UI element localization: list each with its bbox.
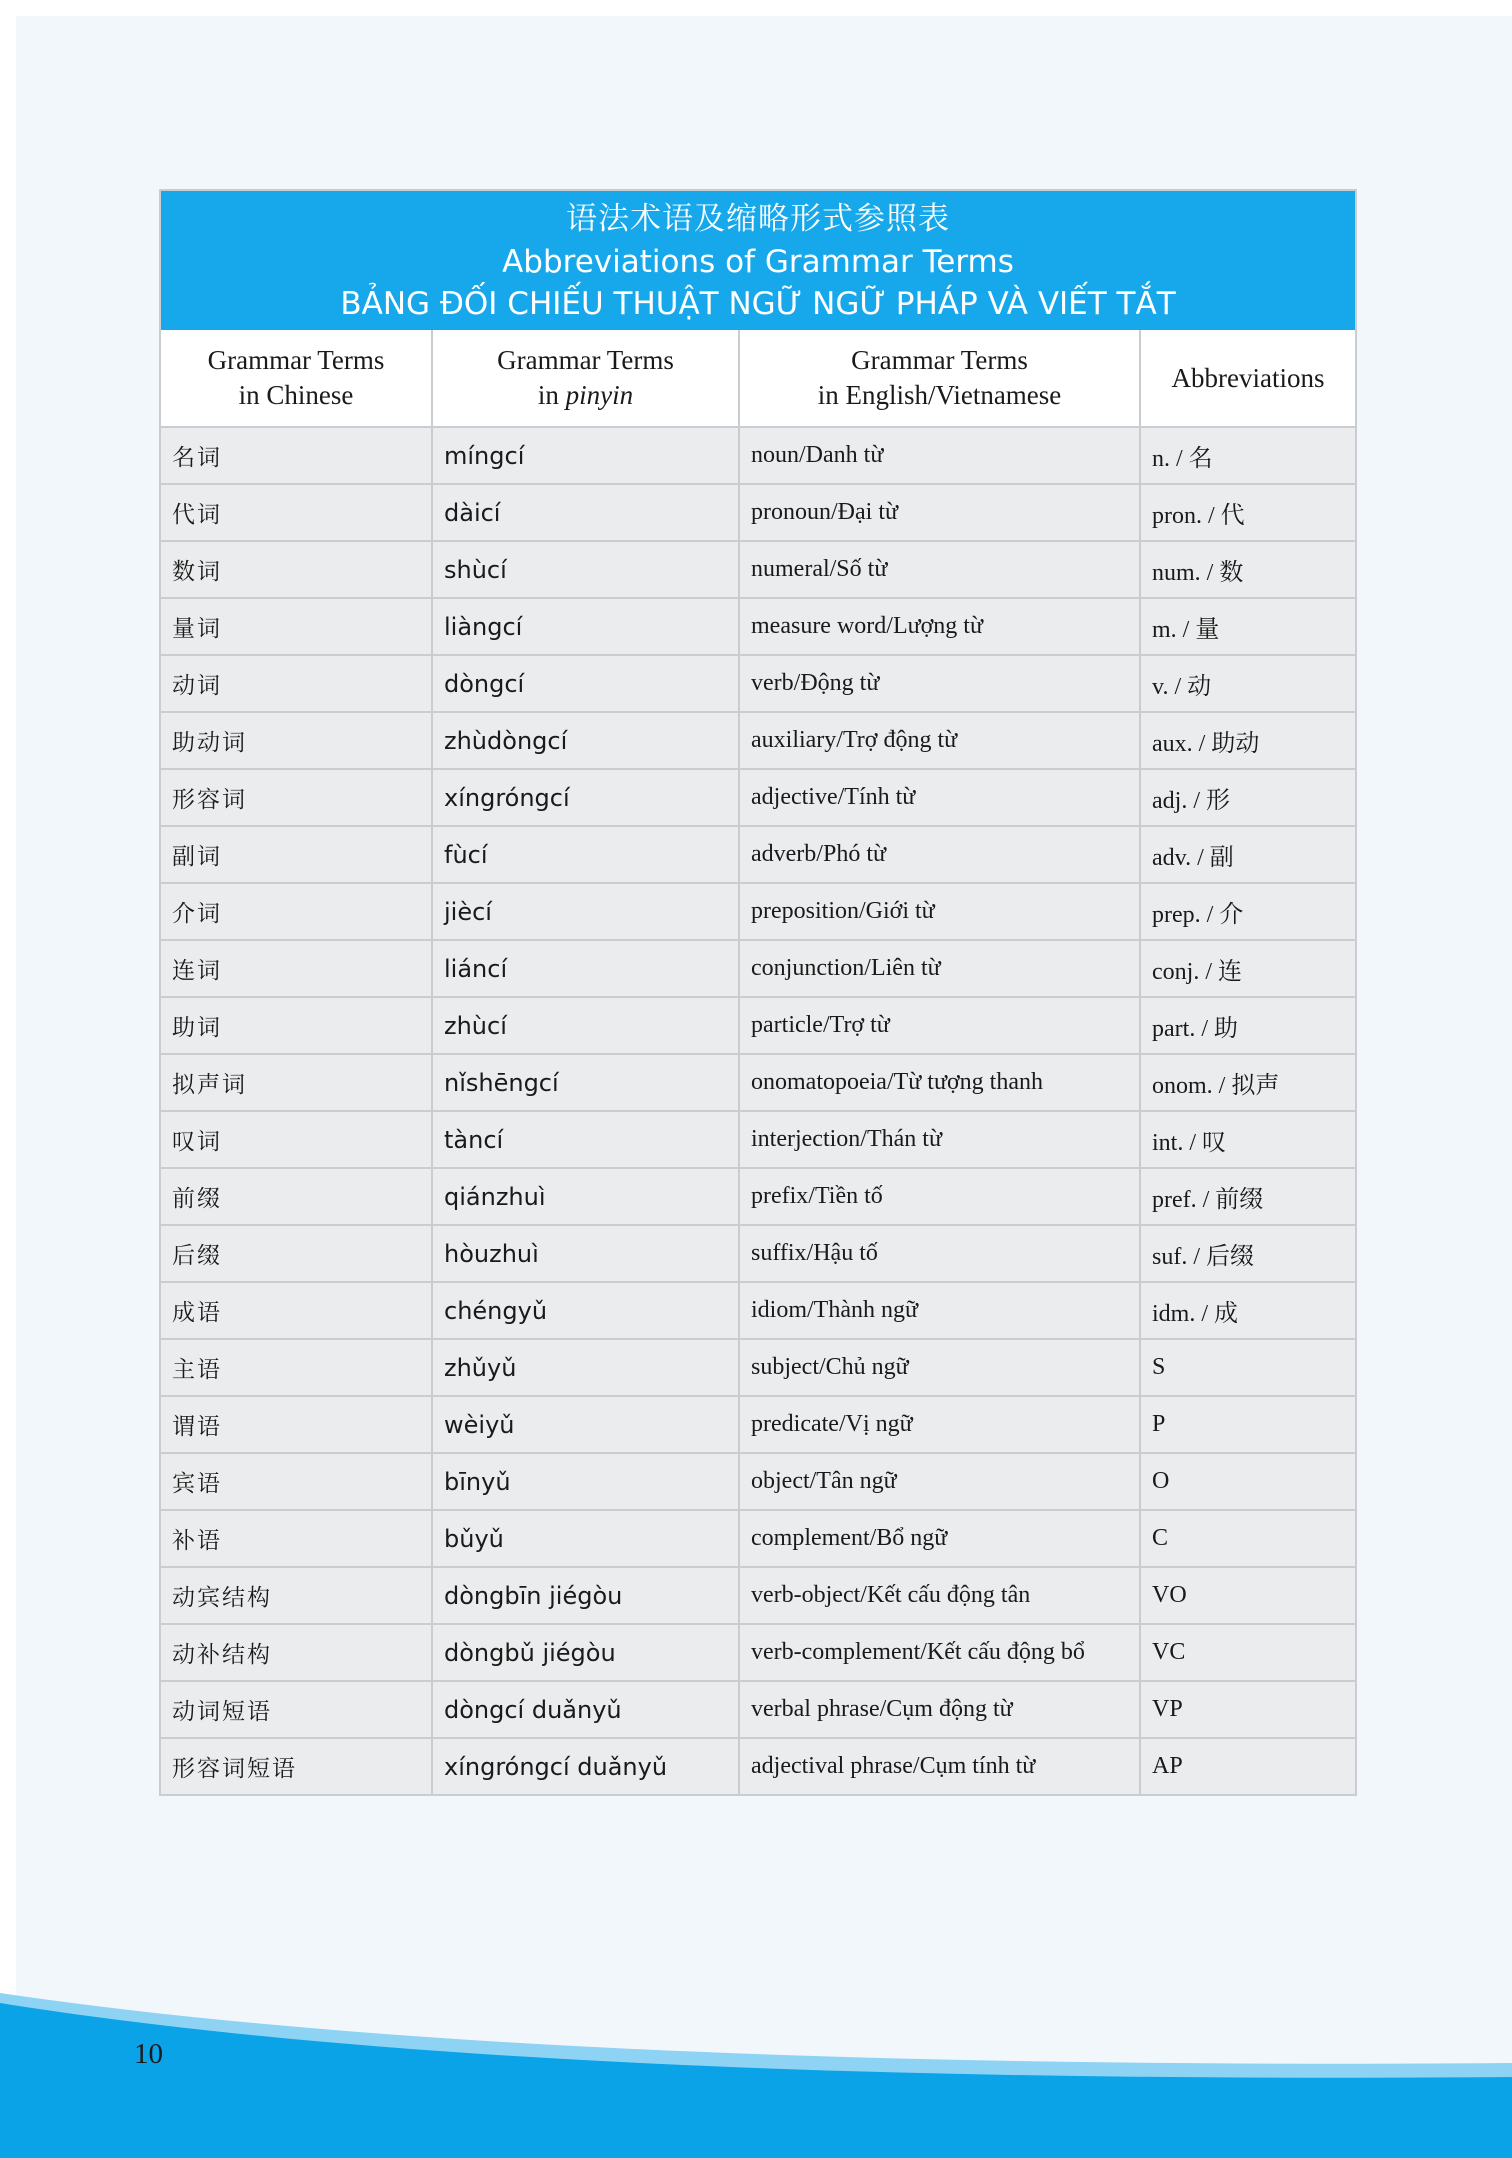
header-chinese: Grammar Terms in Chinese: [161, 330, 432, 427]
table-row: [161, 826, 1355, 883]
title-vietnamese: BẢNG ĐỐI CHIẾU THUẬT NGỮ NGỮ PHÁP VÀ VIẾT TẮT: [340, 285, 1176, 322]
cell-english-vietnamese: conjunction/Liên từ: [739, 940, 1140, 997]
table-row: [161, 1054, 1355, 1111]
table-row: [161, 1111, 1355, 1168]
table-row: [161, 997, 1355, 1054]
table-row: [161, 484, 1355, 541]
cell-english-vietnamese: subject/Chủ ngữ: [739, 1339, 1140, 1396]
cell-pinyin: qiánzhuì: [432, 1168, 739, 1225]
table-row: [161, 1567, 1355, 1624]
cell-pinyin: liáncí: [432, 940, 739, 997]
table-row: [161, 1624, 1355, 1681]
cell-english-vietnamese: prefix/Tiền tố: [739, 1168, 1140, 1225]
table-row: [161, 598, 1355, 655]
cell-chinese: 宾语: [161, 1453, 432, 1510]
title-english: Abbreviations of Grammar Terms: [502, 243, 1014, 280]
table-row: [161, 1168, 1355, 1225]
cell-chinese: 量词: [161, 598, 432, 655]
cell-english-vietnamese: verb-object/Kết cấu động tân: [739, 1567, 1140, 1624]
cell-english-vietnamese: adverb/Phó từ: [739, 826, 1140, 883]
cell-abbreviation: onom. / 拟声: [1140, 1054, 1355, 1111]
cell-english-vietnamese: suffix/Hậu tố: [739, 1225, 1140, 1282]
cell-chinese: 成语: [161, 1282, 432, 1339]
cell-pinyin: liàngcí: [432, 598, 739, 655]
cell-abbreviation: C: [1140, 1510, 1355, 1567]
cell-abbreviation: conj. / 连: [1140, 940, 1355, 997]
cell-chinese: 连词: [161, 940, 432, 997]
cell-english-vietnamese: particle/Trợ từ: [739, 997, 1140, 1054]
terms-table: [161, 330, 1355, 1794]
cell-english-vietnamese: adjectival phrase/Cụm tính từ: [739, 1738, 1140, 1794]
cell-pinyin: shùcí: [432, 541, 739, 598]
cell-abbreviation: O: [1140, 1453, 1355, 1510]
table-row: [161, 940, 1355, 997]
cell-pinyin: chéngyǔ: [432, 1282, 739, 1339]
cell-abbreviation: VO: [1140, 1567, 1355, 1624]
cell-chinese: 形容词短语: [161, 1738, 432, 1794]
cell-english-vietnamese: noun/Danh từ: [739, 427, 1140, 484]
cell-english-vietnamese: object/Tân ngữ: [739, 1453, 1140, 1510]
table-row: [161, 1282, 1355, 1339]
cell-abbreviation: pref. / 前缀: [1140, 1168, 1355, 1225]
cell-pinyin: bǔyǔ: [432, 1510, 739, 1567]
table-title-band: [161, 191, 1355, 330]
footer-wave: [0, 1985, 1512, 2158]
cell-english-vietnamese: preposition/Giới từ: [739, 883, 1140, 940]
table-row: [161, 1453, 1355, 1510]
table-row: [161, 1738, 1355, 1794]
cell-chinese: 主语: [161, 1339, 432, 1396]
cell-chinese: 后缀: [161, 1225, 432, 1282]
cell-chinese: 助词: [161, 997, 432, 1054]
cell-english-vietnamese: interjection/Thán từ: [739, 1111, 1140, 1168]
cell-abbreviation: v. / 动: [1140, 655, 1355, 712]
cell-english-vietnamese: adjective/Tính từ: [739, 769, 1140, 826]
cell-pinyin: zhùcí: [432, 997, 739, 1054]
table-row: [161, 1510, 1355, 1567]
cell-abbreviation: aux. / 助动: [1140, 712, 1355, 769]
cell-pinyin: zhǔyǔ: [432, 1339, 739, 1396]
cell-pinyin: zhùdòngcí: [432, 712, 739, 769]
cell-pinyin: nǐshēngcí: [432, 1054, 739, 1111]
cell-pinyin: wèiyǔ: [432, 1396, 739, 1453]
table-row: [161, 655, 1355, 712]
cell-pinyin: dòngbīn jiégòu: [432, 1567, 739, 1624]
cell-abbreviation: AP: [1140, 1738, 1355, 1794]
abbreviations-table: [159, 189, 1357, 1796]
cell-english-vietnamese: complement/Bổ ngữ: [739, 1510, 1140, 1567]
cell-abbreviation: part. / 助: [1140, 997, 1355, 1054]
cell-abbreviation: num. / 数: [1140, 541, 1355, 598]
cell-english-vietnamese: verb/Động từ: [739, 655, 1140, 712]
cell-chinese: 动词: [161, 655, 432, 712]
cell-pinyin: dòngbǔ jiégòu: [432, 1624, 739, 1681]
header-row: [161, 330, 1355, 427]
cell-pinyin: míngcí: [432, 427, 739, 484]
table-row: [161, 1396, 1355, 1453]
cell-english-vietnamese: predicate/Vị ngữ: [739, 1396, 1140, 1453]
cell-english-vietnamese: numeral/Số từ: [739, 541, 1140, 598]
table-row: [161, 1681, 1355, 1738]
cell-abbreviation: suf. / 后缀: [1140, 1225, 1355, 1282]
cell-pinyin: dàicí: [432, 484, 739, 541]
page-number: 10: [134, 2038, 163, 2070]
table-row: [161, 427, 1355, 484]
cell-chinese: 助动词: [161, 712, 432, 769]
cell-abbreviation: idm. / 成: [1140, 1282, 1355, 1339]
cell-abbreviation: pron. / 代: [1140, 484, 1355, 541]
cell-abbreviation: VP: [1140, 1681, 1355, 1738]
cell-chinese: 谓语: [161, 1396, 432, 1453]
cell-chinese: 补语: [161, 1510, 432, 1567]
table-row: [161, 1339, 1355, 1396]
cell-english-vietnamese: auxiliary/Trợ động từ: [739, 712, 1140, 769]
cell-chinese: 动词短语: [161, 1681, 432, 1738]
cell-chinese: 前缀: [161, 1168, 432, 1225]
table-row: [161, 1225, 1355, 1282]
cell-abbreviation: P: [1140, 1396, 1355, 1453]
cell-pinyin: jiècí: [432, 883, 739, 940]
cell-chinese: 拟声词: [161, 1054, 432, 1111]
table-row: [161, 541, 1355, 598]
cell-abbreviation: S: [1140, 1339, 1355, 1396]
header-pinyin: Grammar Terms in pinyin: [432, 330, 739, 427]
cell-pinyin: fùcí: [432, 826, 739, 883]
cell-pinyin: dòngcí: [432, 655, 739, 712]
cell-chinese: 数词: [161, 541, 432, 598]
cell-english-vietnamese: idiom/Thành ngữ: [739, 1282, 1140, 1339]
cell-abbreviation: VC: [1140, 1624, 1355, 1681]
cell-pinyin: dòngcí duǎnyǔ: [432, 1681, 739, 1738]
cell-chinese: 副词: [161, 826, 432, 883]
cell-chinese: 叹词: [161, 1111, 432, 1168]
cell-english-vietnamese: verbal phrase/Cụm động từ: [739, 1681, 1140, 1738]
cell-abbreviation: prep. / 介: [1140, 883, 1355, 940]
cell-abbreviation: int. / 叹: [1140, 1111, 1355, 1168]
cell-chinese: 形容词: [161, 769, 432, 826]
table-row: [161, 883, 1355, 940]
cell-abbreviation: adv. / 副: [1140, 826, 1355, 883]
header-abbreviations: Abbreviations: [1140, 330, 1355, 427]
cell-pinyin: tàncí: [432, 1111, 739, 1168]
cell-abbreviation: adj. / 形: [1140, 769, 1355, 826]
cell-chinese: 名词: [161, 427, 432, 484]
table-row: [161, 712, 1355, 769]
cell-pinyin: xíngróngcí duǎnyǔ: [432, 1738, 739, 1794]
cell-english-vietnamese: measure word/Lượng từ: [739, 598, 1140, 655]
cell-chinese: 介词: [161, 883, 432, 940]
title-chinese: 语法术语及缩略形式参照表: [566, 200, 950, 237]
cell-english-vietnamese: onomatopoeia/Từ tượng thanh: [739, 1054, 1140, 1111]
cell-english-vietnamese: verb-complement/Kết cấu động bổ: [739, 1624, 1140, 1681]
cell-pinyin: bīnyǔ: [432, 1453, 739, 1510]
table-row: [161, 769, 1355, 826]
cell-pinyin: hòuzhuì: [432, 1225, 739, 1282]
cell-abbreviation: n. / 名: [1140, 427, 1355, 484]
cell-chinese: 动补结构: [161, 1624, 432, 1681]
cell-abbreviation: m. / 量: [1140, 598, 1355, 655]
header-english: Grammar Terms in English/Vietnamese: [739, 330, 1140, 427]
cell-pinyin: xíngróngcí: [432, 769, 739, 826]
cell-chinese: 代词: [161, 484, 432, 541]
cell-chinese: 动宾结构: [161, 1567, 432, 1624]
cell-english-vietnamese: pronoun/Đại từ: [739, 484, 1140, 541]
